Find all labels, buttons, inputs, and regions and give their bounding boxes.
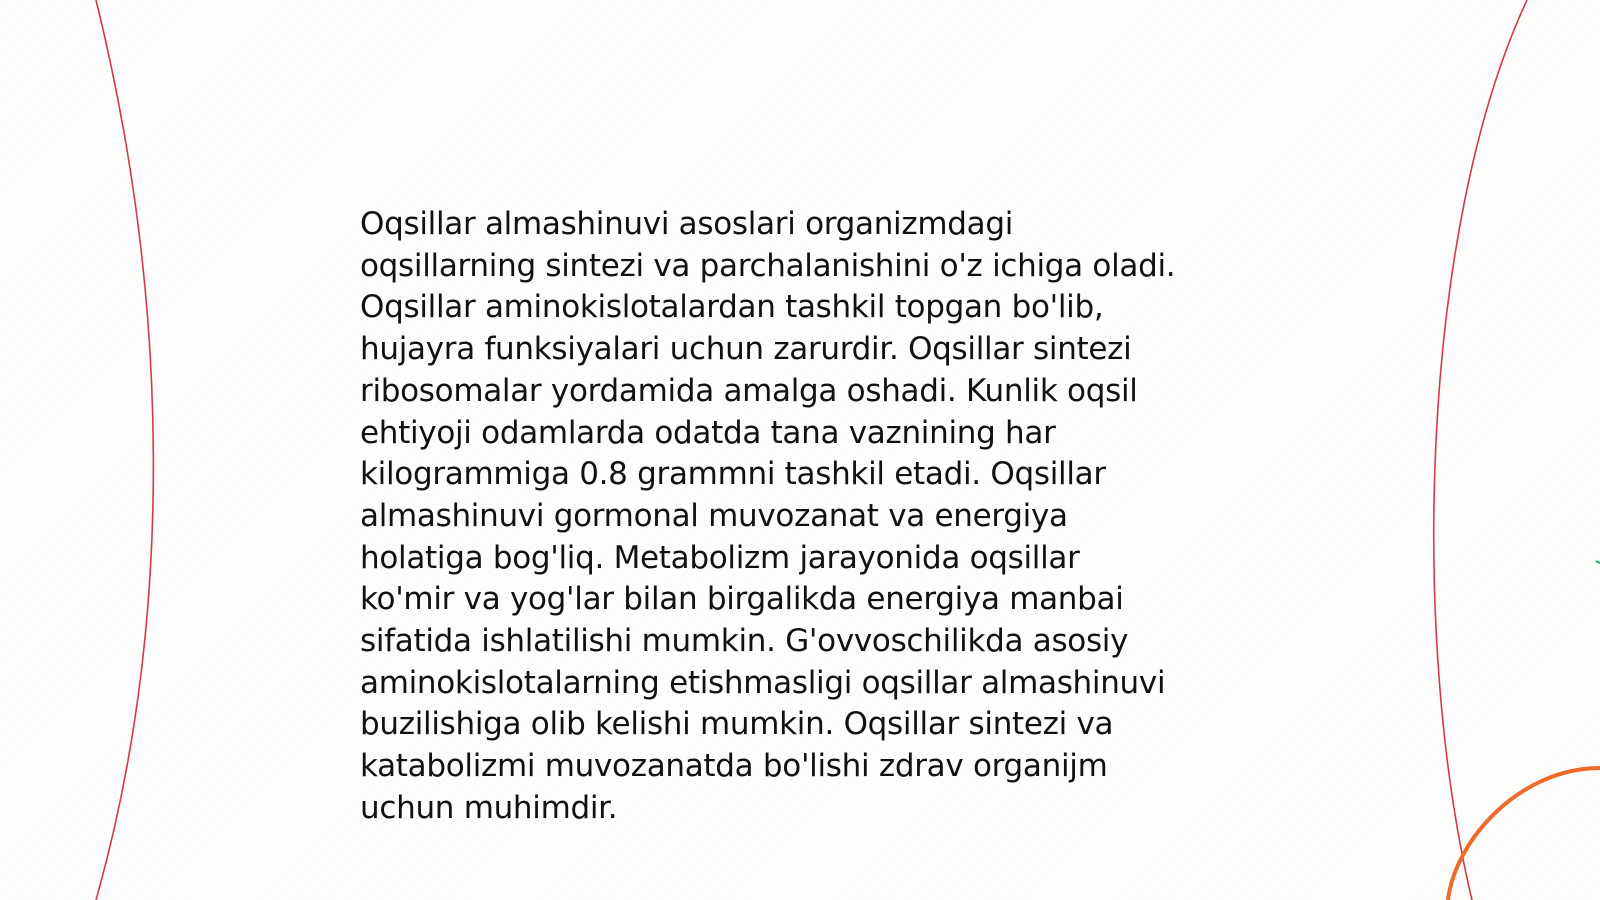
- right-curve-line: [1434, 0, 1527, 900]
- green-mark: [1596, 561, 1600, 563]
- left-curve-line: [96, 0, 153, 900]
- slide-body-text: Oqsillar almashinuvi asoslari organizmdagi oqsillarning sintezi va parchalanishini o'z ichiga oladi. Oqsillar aminokislotalardan tashkil topgan bo'lib, hujayra funksiyalari uchun zarurdir. Oqsillar sintezi ribosomalar yordamida amalga oshadi. Kunlik oqsil ehtiyoji odamlarda odatda tana vaznining har kilogrammiga 0.8 grammni tashkil etadi. Oqsillar almashinuvi gormonal muvozanat va energiya holatiga bog'liq. Metabolizm jarayonida oqsillar ko'mir va yog'lar bilan birgalikda energiya manbai sifatida ishlatilishi mumkin. G'ovvoschilikda asosiy aminokislotalarning etishmasligi oqsillar almashinuvi buzilishiga olib kelishi mumkin. Oqsillar sintezi va katabolizmi muvozanatda bo'lishi zdrav organijm uchun muhimdir.: [360, 206, 1176, 826]
- orange-arc: [1448, 768, 1600, 900]
